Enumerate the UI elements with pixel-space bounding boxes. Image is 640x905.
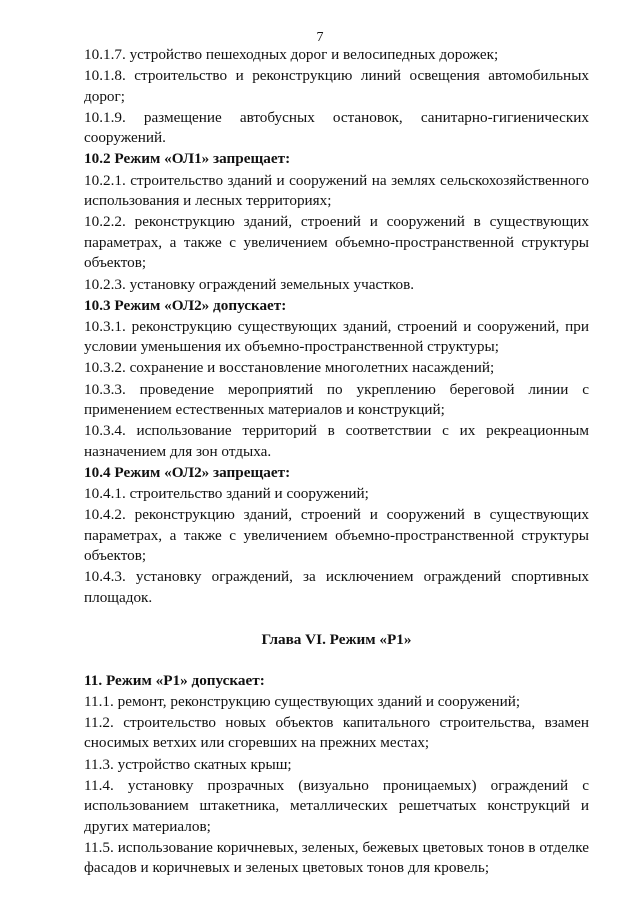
paragraph: 10.4.2. реконструкцию зданий, строений и сооружений в существующих параметрах, а также с увеличением объемно-пространственной структуры объектов; — [84, 506, 589, 565]
paragraph: 11.3. устройство скатных крыш; — [84, 755, 292, 773]
paragraph: 10.3.2. сохранение и восстановление многолетних насаждений; — [84, 359, 495, 377]
paragraph: 11.1. ремонт, реконструкцию существующих зданий и сооружений; — [84, 692, 521, 710]
paragraph: 10.3.4. использование территорий в соответствии с их рекреационным назначением для зон отдыха. — [84, 422, 589, 460]
paragraph: 11.4. установку прозрачных (визуально проницаемых) ограждений с использованием штакетника, металлических решетчатых конструкций и других материалов; — [84, 776, 589, 835]
paragraph: 11.2. строительство новых объектов капитального строительства, взамен сносимых ветхих или сгоревших на прежних местах; — [84, 713, 589, 752]
spacer — [84, 651, 589, 671]
page-number: 7 — [316, 30, 324, 45]
paragraph: 10.4.1. строительство зданий и сооружений; — [84, 484, 369, 502]
paragraph: 10.2.1. строительство зданий и сооружений на землях сельскохозяйственного использования и лесных территориях; — [84, 171, 589, 210]
paragraph: 10.4.3. установку ограждений, за исключением ограждений спортивных площадок. — [84, 568, 589, 606]
section-heading: 10.3 Режим «ОЛ2» допускает: — [84, 296, 287, 314]
paragraph: 10.2.3. установку ограждений земельных участков. — [84, 275, 415, 293]
section-heading: 10.4 Режим «ОЛ2» запрещает: — [84, 463, 291, 481]
paragraph: 11.5. использование коричневых, зеленых, бежевых цветовых тонов в отделке фасадов и коричневых и зеленых цветовых тонов для кровель; — [84, 838, 589, 877]
section-heading: 10.2 Режим «ОЛ1» запрещает: — [84, 150, 291, 168]
section-heading: 11. Режим «Р1» допускает: — [84, 671, 265, 689]
spacer — [84, 609, 589, 630]
paragraph: 10.3.1. реконструкцию существующих зданий, строений и сооружений, при условии уменьшения их объемно-пространственной структуры; — [84, 317, 589, 356]
paragraph: 10.2.2. реконструкцию зданий, строений и сооружений в существующих параметрах, а также с увеличением объемно-пространственной структуры объектов; — [84, 213, 589, 272]
paragraph: 10.1.7. устройство пешеходных дорог и велосипедных дорожек; — [84, 46, 499, 63]
paragraph: 10.3.3. проведение мероприятий по укреплению береговой линии с применением естественных материалов и конструкций; — [84, 380, 589, 419]
chapter-title: Глава VI. Режим «Р1» — [261, 631, 412, 649]
document-body — [84, 45, 589, 880]
paragraph: 10.1.8. строительство и реконструкцию линий освещения автомобильных дорог; — [84, 67, 589, 105]
paragraph: 10.1.9. размещение автобусных остановок, санитарно-гигиенических сооружений. — [84, 108, 589, 147]
